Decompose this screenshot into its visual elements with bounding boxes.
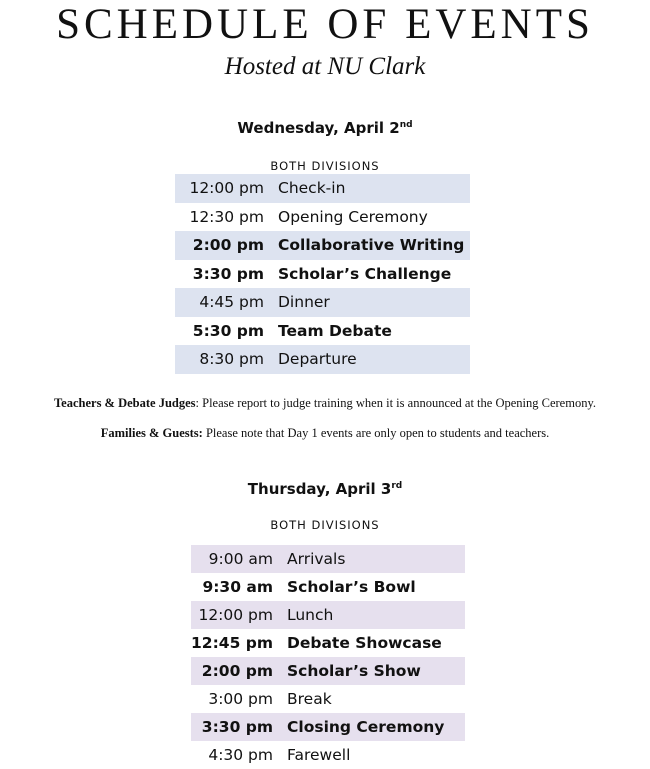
event-time: 9:00 am [208, 550, 273, 568]
schedule-row [175, 174, 470, 203]
day2-schedule-table [191, 545, 465, 769]
page-subtitle: Hosted at NU Clark [224, 53, 426, 80]
judges-note-text: : Please report to judge training when it is announced at the Opening Ceremony. [195, 396, 597, 410]
event-name: Collaborative Writing [278, 236, 465, 255]
event-time: 4:30 pm [208, 746, 273, 764]
event-name: Lunch [287, 606, 334, 624]
judges-note-label: Teachers & Debate Judges [53, 396, 196, 410]
guests-note-text: Please note that Day 1 events are only open to students and teachers. [202, 426, 550, 440]
judges-note [0, 394, 650, 412]
event-name: Scholar’s Challenge [278, 264, 452, 283]
day2-heading-text: Thursday, April 3 [247, 480, 392, 498]
event-time: 9:30 am [202, 578, 273, 596]
event-time: 3:00 pm [208, 690, 273, 708]
event-time: 12:45 pm [191, 634, 273, 652]
day2-heading [0, 477, 650, 501]
day2-heading-suffix: rd [391, 481, 403, 491]
event-time: 3:30 pm [201, 718, 273, 736]
day1-heading-text: Wednesday, April 2 [237, 119, 400, 137]
event-name: Closing Ceremony [287, 718, 445, 736]
schedule-row [175, 203, 470, 232]
schedule-row [191, 685, 465, 713]
event-name: Departure [278, 350, 357, 369]
event-name: Team Debate [278, 321, 392, 340]
event-name: Dinner [278, 293, 330, 312]
schedule-row [191, 573, 465, 601]
schedule-row [191, 545, 465, 573]
schedule-row [175, 260, 470, 289]
day2-division-label: BOTH DIVISIONS [270, 518, 380, 532]
event-time: 12:30 pm [189, 207, 264, 226]
event-time: 2:00 pm [192, 236, 264, 255]
event-name: Debate Showcase [287, 634, 442, 652]
guests-note-label: Families & Guests: [100, 426, 203, 440]
schedule-row [191, 657, 465, 685]
schedule-row [191, 629, 465, 657]
event-time: 12:00 pm [189, 179, 264, 198]
day1-schedule-table [175, 174, 470, 374]
event-time: 12:00 pm [198, 606, 273, 624]
schedule-row [175, 345, 470, 374]
event-name: Arrivals [287, 550, 346, 568]
day1-division-label: BOTH DIVISIONS [270, 159, 380, 173]
guests-note [0, 424, 650, 442]
event-name: Opening Ceremony [278, 207, 428, 226]
schedule-row [175, 317, 470, 346]
schedule-row [191, 741, 465, 769]
event-name: Farewell [287, 746, 351, 764]
event-name: Check-in [278, 179, 346, 198]
event-time: 2:00 pm [201, 662, 273, 680]
event-time: 3:30 pm [192, 264, 264, 283]
event-name: Scholar’s Bowl [287, 578, 416, 596]
event-time: 8:30 pm [199, 350, 264, 369]
event-time: 4:45 pm [199, 293, 264, 312]
event-time: 5:30 pm [192, 321, 264, 340]
day1-heading-suffix: nd [399, 120, 413, 130]
event-name: Scholar’s Show [287, 662, 421, 680]
page-title: SCHEDULE OF EVENTS [56, 1, 594, 48]
event-name: Break [287, 690, 332, 708]
day1-heading [0, 116, 650, 140]
schedule-row [191, 601, 465, 629]
schedule-row [191, 713, 465, 741]
schedule-row [175, 231, 470, 260]
schedule-row [175, 288, 470, 317]
